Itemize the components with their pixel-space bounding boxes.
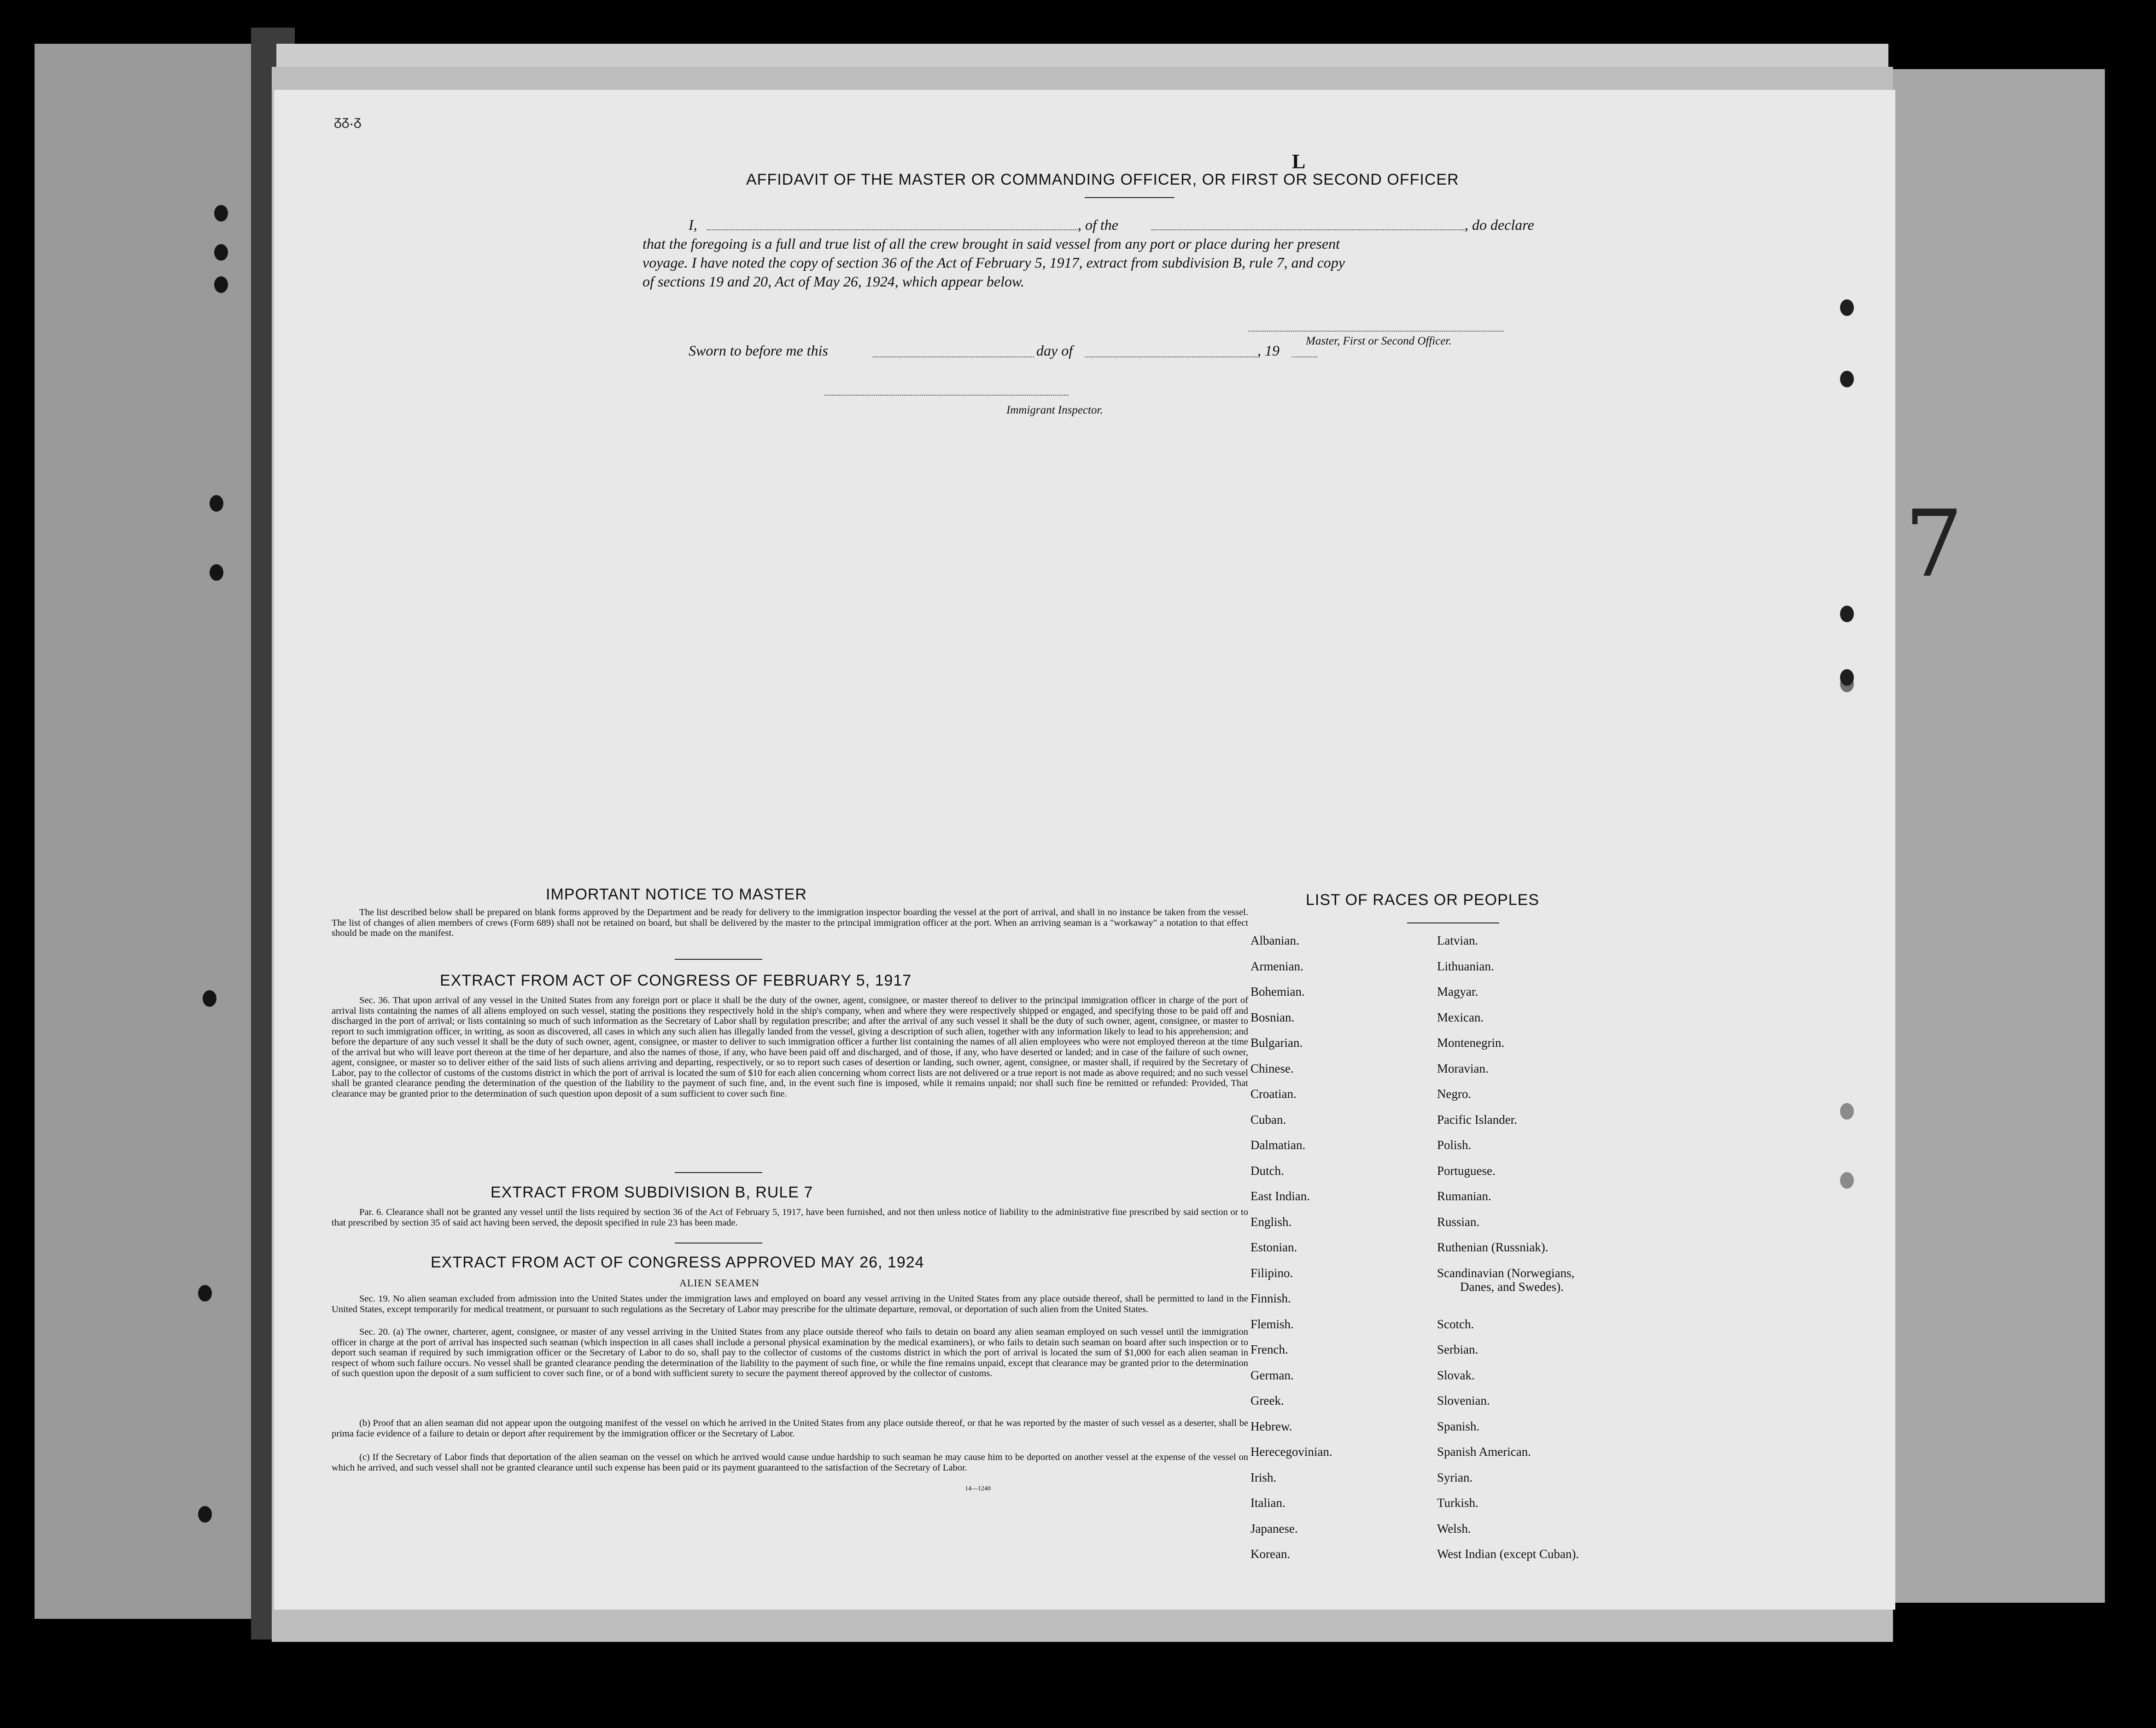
sec20b-body: (b) Proof that an alien seaman did not appear upon the outgoing manifest of the vessel on which he arrived in the United States from any place outside thereof, or that he was reported by the master of such vessel as a deserter, shall be prima facie evidence of a failure to detain or deport after requirement by the immigration officer or the Secretary of Labor. [332, 1418, 1248, 1439]
binder-hole [1840, 299, 1854, 316]
sec20c-body: (c) If the Secretary of Labor finds that deportation of the alien seaman on the vessel on which he arrived would cause undue hardship to such seaman he may cause him to be deported on another vessel at the expense of the vessel on which he arrived, and such vessel shall not be granted clearance until such expense has been paid or its payment guaranteed to the satisfaction of the Secretary of Labor. [332, 1452, 1248, 1473]
race-item: Spanish American. [1437, 1445, 1531, 1459]
year-blank[interactable] [1292, 356, 1317, 357]
day-blank[interactable] [873, 356, 1034, 357]
binder-hole [198, 1285, 212, 1302]
race-item: Magyar. [1437, 985, 1478, 998]
notice-title: IMPORTANT NOTICE TO MASTER [546, 886, 807, 903]
race-item: French. [1250, 1343, 1288, 1356]
race-item: East Indian. [1250, 1189, 1310, 1203]
race-item: Dalmatian. [1250, 1138, 1306, 1152]
month-blank[interactable] [1085, 356, 1257, 357]
race-item: Scotch. [1437, 1317, 1474, 1331]
extract-1924-subtitle: ALIEN SEAMEN [679, 1277, 760, 1289]
race-item: Spanish. [1437, 1419, 1480, 1433]
affidavit-declare: , do declare [1465, 216, 1534, 233]
handwritten-margin-note: 7 [1905, 490, 1963, 598]
race-item: Slovenian. [1437, 1394, 1490, 1407]
inspector-signature-blank[interactable] [824, 395, 1069, 396]
race-item: Ruthenian (Russniak). [1437, 1240, 1548, 1254]
affidavit-of-the: , of the [1078, 216, 1118, 233]
sworn-text: Sworn to before me this [689, 342, 828, 359]
race-item: Filipino. [1250, 1266, 1293, 1280]
race-item: Syrian. [1437, 1470, 1473, 1484]
race-item: Serbian. [1437, 1343, 1478, 1356]
race-item: Lithuanian. [1437, 959, 1494, 973]
races-title: LIST OF RACES OR PEOPLES [1306, 891, 1540, 909]
extract-1917-title: EXTRACT FROM ACT OF CONGRESS OF FEBRUARY 5, 1917 [440, 972, 912, 989]
race-item: Italian. [1250, 1496, 1285, 1510]
race-item: Portuguese. [1437, 1163, 1496, 1178]
race-item: Hebrew. [1250, 1419, 1292, 1433]
race-item: Japanese. [1250, 1521, 1298, 1535]
races-column-1 [1250, 934, 1332, 1573]
master-label: Master, First or Second Officer. [1306, 335, 1452, 347]
form-number: 14—1240 [965, 1485, 991, 1492]
binder-hole [203, 990, 216, 1007]
race-item: Estonian. [1250, 1240, 1297, 1254]
race-item: Bohemian. [1250, 985, 1305, 998]
race-item: Mexican. [1437, 1010, 1484, 1024]
race-item: Polish. [1437, 1138, 1472, 1152]
race-item: Bulgarian. [1250, 1036, 1303, 1050]
extract-1924-title: EXTRACT FROM ACT OF CONGRESS APPROVED MAY 26, 1924 [431, 1254, 924, 1271]
race-item: Moravian. [1437, 1061, 1489, 1075]
races-column-2 [1437, 934, 1579, 1573]
name-blank[interactable] [707, 229, 1078, 230]
race-item: Chinese. [1250, 1061, 1294, 1075]
divider [1085, 197, 1174, 198]
affidavit-i: I, [689, 216, 697, 233]
year-text: , 19 [1257, 342, 1280, 359]
rule7-body: Par. 6. Clearance shall not be granted any vessel until the lists required by section 36 of the Act of February 5, 1917, have been furnished, and not then unless notice of liability to the administrative fine prescribed by said section or to that prescribed by section 35 of said act having been served, the deposit specified in rule 23 has been made. [332, 1207, 1248, 1228]
race-item: Flemish. [1250, 1317, 1294, 1331]
affidavit-line4: of sections 19 and 20, Act of May 26, 1924, which appear below. [643, 273, 1024, 290]
binder-hole [1840, 371, 1854, 387]
extract-1917-body: Sec. 36. That upon arrival of any vessel in the United States from any foreign port or place it shall be the duty of the owner, agent, consignee, or master thereof to deliver to the principal immigration officer in charge of the port of arrival lists containing the names of all aliens employed on such vessel, stating the positions they respectively hold in the ship's company, when and where they were respectively shipped or engaged, and specifying those to be paid off and discharged in the port of arrival; or lists containing so much of such information as the Secretary of Labor shall by regulation prescribe; and after the arrival of any such vessel it shall be the duty of such owner, agent, consignee, or master to report to such immigration officer, in writing, as soon as discovered, all cases in which any such alien has illegally landed from the vessel, giving a description of such alien, together with any information likely to lead to his apprehension; and before the departure of any such vessel it shall be the duty of such owner, agent, consignee, or master to deliver to such immigration officer a further list containing the names of all alien employees who were not employed thereon at the time of the arrival but who will leave port thereon at the time of her departure, and also the names of those, if any, who have been paid off and discharged, and of those, if any, who have deserted or landed; and in case of the failure of such owner, agent, consignee, or master so to deliver either of the said lists of such aliens arriving and departing, respectively, or so to report such cases of desertion or landing, such owner, agent, consignee, or master shall, if required by the Secretary of Labor, pay to the collector of customs of the customs district in which the port of arrival is located the sum of $10 for each alien concerning whom correct lists are not delivered or a true report is not made as above required; and no such vessel shall be granted clearance pending the determination of the question of the liability to the payment of such fine, and, in the event such fine is imposed, while it remains unpaid; nor shall such fine be remitted or refunded: Provided, That clearance may be granted prior to the determination of such question upon deposit of a sum sufficient to cover such fine. [332, 995, 1248, 1099]
race-item: Danes, and Swedes). [1460, 1279, 1564, 1294]
race-item: Latvian. [1437, 934, 1478, 947]
divider [675, 1172, 762, 1173]
affidavit-title: AFFIDAVIT OF THE MASTER OR COMMANDING OFFICER, OR FIRST OR SECOND OFFICER [746, 171, 1459, 188]
race-item: Cuban. [1250, 1112, 1286, 1127]
binder-hole [210, 495, 223, 512]
race-item: Scandinavian (Norwegians, [1437, 1266, 1575, 1280]
binder-hole [198, 1506, 212, 1523]
master-signature-blank[interactable] [1248, 331, 1504, 332]
sec19-body: Sec. 19. No alien seaman excluded from admission into the United States under the immigration laws and employed on board any vessel arriving in the United States from any place outside thereof, shall be permitted to land in the United States, except temporarily for medical treatment, or pursuant to such regulations as the Secretary of Labor may prescribe for the ultimate departure, removal, or deportation of such alien from the United States. [332, 1294, 1248, 1314]
binder-hole [214, 205, 228, 222]
race-item: Armenian. [1250, 959, 1303, 973]
race-item: Albanian. [1250, 934, 1299, 947]
race-item: Montenegrin. [1437, 1036, 1505, 1050]
race-item: Croatian. [1250, 1087, 1297, 1101]
divider [675, 959, 762, 960]
binder-hole [214, 244, 228, 261]
race-item: Dutch. [1250, 1163, 1284, 1178]
notice-body: The list described below shall be prepared on blank forms approved by the Department and be ready for delivery to the immigration inspector boarding the vessel at the port of arrival, and shall in no instance be taken from the vessel. The list of changes of alien members of crews (Form 689) shall not be retained on board, but shall be delivered by the master to the principal immigration officer at the port. When an arriving seaman is a "workaway" a notation to that effect should be made on the manifest. [332, 907, 1248, 938]
race-item: Rumanian. [1437, 1189, 1491, 1203]
race-item: Irish. [1250, 1470, 1277, 1484]
rule7-title: EXTRACT FROM SUBDIVISION B, RULE 7 [491, 1184, 813, 1201]
race-item: Slovak. [1437, 1368, 1475, 1382]
binder-hole [1840, 1172, 1854, 1189]
race-item: Herecegovinian. [1250, 1445, 1332, 1459]
binder-hole [1840, 676, 1854, 692]
race-item: Turkish. [1437, 1496, 1478, 1510]
divider [1407, 922, 1499, 923]
stamp-letter: L [1292, 150, 1306, 173]
affidavit-line3: voyage. I have noted the copy of section 36 of the Act of February 5, 1917, extract from subdivision B, rule 7, and copy [643, 254, 1345, 271]
inspector-label: Immigrant Inspector. [1006, 404, 1103, 416]
back-sheet-right [1884, 69, 2105, 1603]
affidavit-line2: that the foregoing is a full and true list of all the crew brought in said vessel from any port or place during her present [643, 235, 1340, 252]
race-item: West Indian (except Cuban). [1437, 1547, 1579, 1561]
race-item: Korean. [1250, 1547, 1291, 1561]
race-item: Finnish. [1250, 1291, 1291, 1305]
race-item: Russian. [1437, 1214, 1480, 1229]
day-of-text: day of [1036, 342, 1073, 359]
sec20a-body: Sec. 20. (a) The owner, charterer, agent, consignee, or master of any vessel arriving in the United States from any place outside thereof who fails to detain on board any alien seaman employed on such vessel until the immigration officer in charge at the port of arrival has inspected such seaman (which inspection in all cases shall include a personal physical examination by the medical examiners), or who fails to detain such seaman on board after such inspection or to deport such seaman if required by such immigration officer or the Secretary of Labor to do so, shall pay to the collector of customs of the customs district in which the port of arrival is located the sum of $1,000 for each alien seaman in respect of whom such failure occurs. No vessel shall be granted clearance pending the determination of the liability to the payment of such fine, or while the fine remains unpaid, except that clearance may be granted prior to the determination of such question upon the deposit of a sum sufficient to cover such fine, or of a bond with sufficient surety to secure the payment thereof approved by the collector of customs. [332, 1327, 1248, 1378]
binder-hole [210, 564, 223, 581]
race-item: Negro. [1437, 1087, 1472, 1101]
race-item: Pacific Islander. [1437, 1112, 1517, 1127]
form-page [274, 90, 1963, 1610]
vessel-blank[interactable] [1151, 229, 1465, 230]
binder-hole [1840, 1103, 1854, 1120]
race-item: Bosnian. [1250, 1010, 1295, 1024]
race-item: Greek. [1250, 1394, 1284, 1407]
binder-hole [1840, 606, 1854, 622]
race-item: English. [1250, 1214, 1292, 1229]
race-item: German. [1250, 1368, 1294, 1382]
race-item: Welsh. [1437, 1521, 1471, 1535]
handwritten-corner-note: ᵹᵹ.ᵹ [334, 113, 362, 129]
binder-hole [214, 276, 228, 293]
